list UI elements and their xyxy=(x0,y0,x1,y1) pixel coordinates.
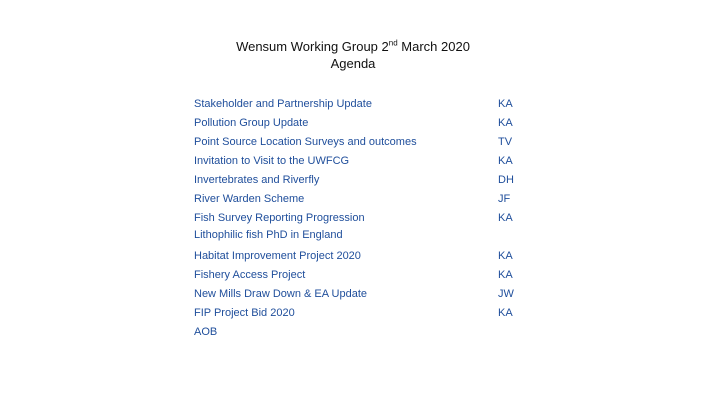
agenda-item xyxy=(194,267,534,286)
agenda-item xyxy=(194,305,534,324)
agenda-topic: AOB xyxy=(194,326,218,338)
agenda-topic-line1: Fish Survey Reporting Progression xyxy=(194,212,365,224)
agenda-item xyxy=(194,153,534,172)
title-prefix: Wensum Working Group 2 xyxy=(236,39,389,54)
agenda-list xyxy=(194,96,534,343)
agenda-topic: Invitation to Visit to the UWFCG xyxy=(194,155,350,167)
agenda-item xyxy=(194,172,534,191)
agenda-topic: Pollution Group Update xyxy=(194,117,309,129)
agenda-item xyxy=(194,96,534,115)
agenda-owner: KA xyxy=(498,250,513,262)
agenda-item xyxy=(194,115,534,134)
agenda-topic: Fishery Access Project xyxy=(194,269,306,281)
agenda-topic: River Warden Scheme xyxy=(194,193,305,205)
agenda-topic: New Mills Draw Down & EA Update xyxy=(194,288,368,300)
agenda-topic: Stakeholder and Partnership Update xyxy=(194,98,372,110)
agenda-owner: KA xyxy=(498,117,513,129)
agenda-topic: Point Source Location Surveys and outcomes xyxy=(194,136,417,148)
agenda-owner: DH xyxy=(498,174,514,186)
agenda-owner: KA xyxy=(498,212,513,224)
agenda-owner: JW xyxy=(498,288,514,300)
agenda-topic: Habitat Improvement Project 2020 xyxy=(194,250,361,262)
agenda-item xyxy=(194,286,534,305)
agenda-topic: Invertebrates and Riverfly xyxy=(194,174,320,186)
agenda-item xyxy=(194,210,534,248)
agenda-owner: KA xyxy=(498,307,513,319)
title-suffix: March 2020 xyxy=(397,39,470,54)
title-block xyxy=(0,38,706,72)
agenda-topic xyxy=(194,210,484,244)
agenda-owner: KA xyxy=(498,269,513,281)
agenda-owner: TV xyxy=(498,136,513,148)
agenda-item xyxy=(194,248,534,267)
page-subtitle: Agenda xyxy=(330,56,376,71)
page-title xyxy=(0,38,706,55)
agenda-item xyxy=(194,191,534,210)
agenda-owner: KA xyxy=(498,155,513,167)
agenda-topic-line2: Lithophilic fish PhD in England xyxy=(194,229,343,241)
agenda-owner: KA xyxy=(498,98,513,110)
agenda-owner: JF xyxy=(498,193,511,205)
agenda-item xyxy=(194,324,534,343)
agenda-topic: FIP Project Bid 2020 xyxy=(194,307,295,319)
title-superscript: nd xyxy=(388,38,398,48)
agenda-item xyxy=(194,134,534,153)
